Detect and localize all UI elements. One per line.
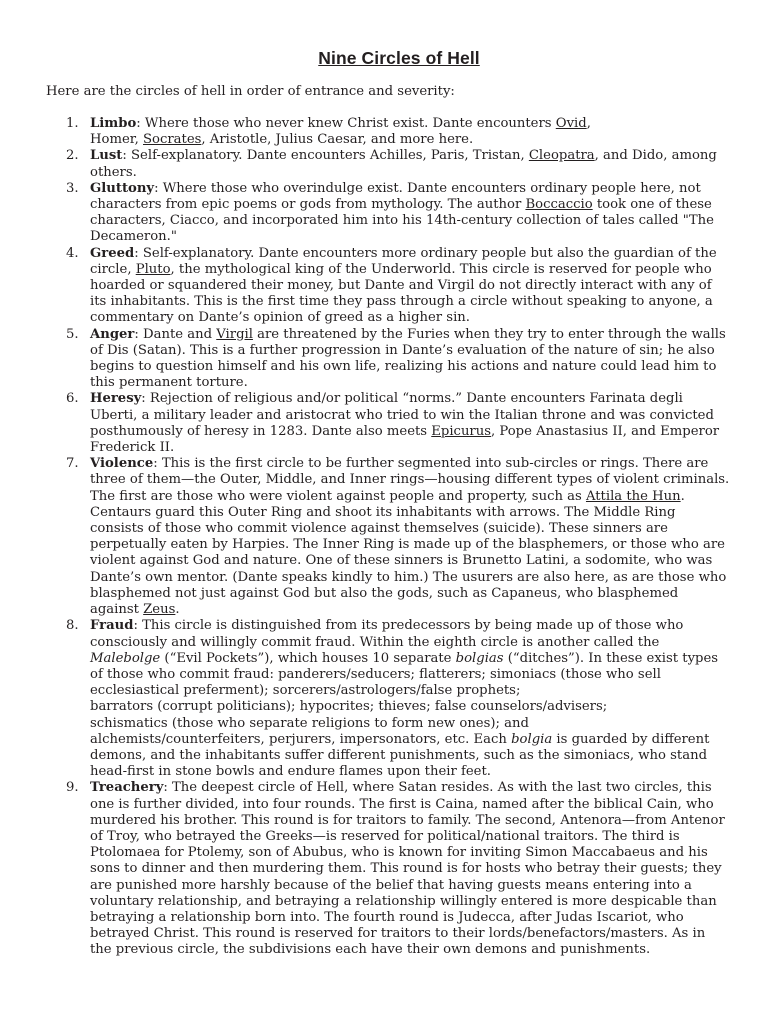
circle-description: , <box>586 116 591 131</box>
circles-list <box>66 116 730 959</box>
circle-description: , the mythological king of the Underworld. This circle is reserved for people who hoarded or squandered their money, but Dante and Virgil do not directly interact with any of its inhabitants. This is the first time they pass through a circle without speaking to anyone, a commentary on Dante’s opinion of greed as a higher sin. <box>90 261 713 326</box>
circle-description: . Centaurs guard this Outer Ring and shoot its inhabitants with arrows. The Middle Ring consists of those who commit violence against themselves (suicide). These sinners are perpetually eaten by Harpies. The Inner Ring is made up of the blasphemers, or those who are violent against God and nature. One of these sinners is Brunetto Latini, a sodomite, who was Dante’s own mentor. (Dante speaks kindly to him.) The usurers are also here, as are those who blasphemed not just against God but also the gods, such as Capaneus, who blasphemed against <box>90 488 727 618</box>
circle-description: (“ditches”). In these exist types of those who commit fraud: panderers/seducers; flatterers; simoniacs (those who sell ecclesiastical preferment); sorcerers/astrologers/false prophets; <box>90 650 719 699</box>
circle-number: 9. <box>66 780 79 796</box>
circle-number: 7. <box>66 456 79 472</box>
reference-link[interactable]: Attila the Hun <box>585 488 681 504</box>
page-title: Nine Circles of Hell <box>318 48 480 68</box>
circle-description: (“Evil Pockets”), which houses 10 separate <box>160 650 456 666</box>
circle-description: alchemists/counterfeiters, perjurers, impersonators, etc. Each <box>90 731 512 747</box>
circle-item <box>66 116 730 148</box>
circle-description: : Rejection of religious and/or political “norms.” Dante encounters Farinata degli Uberti, a military leader and aristocrat who tried to win the Italian throne and was convicted posthumously of heresy in 1283. Dante also meets <box>90 391 714 439</box>
circle-item <box>66 391 730 456</box>
italic-term: bolgia <box>511 731 553 747</box>
circle-name: Limbo <box>90 116 137 131</box>
circle-description: : Dante and <box>134 326 217 342</box>
circle-item <box>66 456 730 618</box>
reference-link[interactable]: Socrates <box>143 132 202 148</box>
circle-item <box>66 148 730 180</box>
circle-name: Anger <box>90 326 135 342</box>
circle-item <box>66 181 730 246</box>
circle-number: 6. <box>66 391 79 407</box>
circle-name: Heresy <box>90 391 142 407</box>
circle-description: : This circle is distinguished from its predecessors by being made up of those who consciously and willingly commit fraud. Within the eighth circle is another called the <box>90 618 684 650</box>
circle-item <box>66 780 730 958</box>
circle-item <box>66 327 730 392</box>
circle-description: Homer, <box>90 132 143 148</box>
italic-term: bolgias <box>455 650 504 666</box>
reference-link[interactable]: Cleopatra <box>528 148 595 164</box>
reference-link[interactable]: Epicurus <box>431 423 491 439</box>
circle-description: barrators (corrupt politicians); hypocrites; thieves; false counselors/advisers; <box>90 699 608 715</box>
reference-link[interactable]: Zeus <box>143 602 176 618</box>
intro-text: Here are the circles of hell in order of entrance and severity: <box>46 84 455 99</box>
reference-link[interactable]: Virgil <box>216 326 253 342</box>
circle-number: 8. <box>66 618 79 634</box>
circle-description: took one of these characters, Ciacco, and incorporated him into his 14th-century collection of tales called "The Decameron." <box>90 197 714 245</box>
circle-name: Fraud <box>90 618 134 634</box>
circle-item <box>66 618 730 780</box>
circle-number: 2. <box>66 148 79 164</box>
circle-name: Treachery <box>90 780 164 796</box>
circle-name: Lust <box>90 148 123 164</box>
reference-link[interactable]: Boccaccio <box>525 197 593 213</box>
circle-description: : Self-explanatory. Dante encounters more ordinary people but also the guardian of the circle, <box>90 245 717 277</box>
circle-number: 1. <box>66 116 79 131</box>
circle-description: : Where those who overindulge exist. Dante encounters ordinary people here, not characters from epic poems or gods from mythology. The author <box>90 180 701 213</box>
reference-link[interactable]: Pluto <box>135 261 171 277</box>
circle-description: is guarded by different demons, and the inhabitants suffer different punishments, such as the simoniacs, who stand head-first in stone bowls and endure flames upon their feet. <box>90 731 710 780</box>
circle-description: : The deepest circle of Hell, where Satan resides. As with the last two circles, this one is further divided, into four rounds. The first is Caina, named after the biblical Cain, who murdered his brother. This round is for traitors to family. The second, Antenora—from Antenor of Troy, who betrayed the Greeks—is reserved for political/national traitors. The third is Ptolomaea for Ptolemy, son of Abubus, who is known for inviting Simon Maccabaeus and his sons to dinner and then murdering them. This round is for hosts who betray their guests; they are punished more harshly because of the belief that having guests means entering into a voluntary relationship, and betraying a relationship willingly entered is more despicable than betraying a relationship born into. The fourth round is Judecca, after Judas Iscariot, who betrayed Christ. This round is reserved for traitors to their lords/benefactors/masters. As in the previous circle, the subdivisions each have their own demons and punishments. <box>90 780 725 958</box>
circle-description: , and Dido, among others. <box>90 148 717 180</box>
circle-name: Gluttony <box>90 180 155 196</box>
circle-description: , Aristotle, Julius Caesar, and more here. <box>201 132 474 148</box>
circle-description: , Pope Anastasius II, and Emperor Frederick II. <box>90 423 720 456</box>
circle-name: Greed <box>90 245 135 261</box>
circle-number: 4. <box>66 245 79 261</box>
circle-number: 5. <box>66 326 79 342</box>
reference-link[interactable]: Ovid <box>555 116 587 131</box>
circle-description: : Self-explanatory. Dante encounters Achilles, Paris, Tristan, <box>122 148 529 164</box>
circle-description: : This is the first circle to be further segmented into sub-circles or rings. There are three of them—the Outer, Middle, and Inner rings—housing different types of violent criminals. The first are those who were violent against people and property, such as <box>90 456 730 504</box>
circle-description: . <box>175 602 180 618</box>
circle-description: : Where those who never knew Christ exist. Dante encounters <box>136 116 556 131</box>
circle-item <box>66 246 730 327</box>
circle-name: Violence <box>90 456 154 472</box>
italic-term: Malebolge <box>90 650 161 666</box>
circle-number: 3. <box>66 180 79 196</box>
circle-description: schismatics (those who separate religions to form new ones); and <box>90 715 529 731</box>
circle-description: are threatened by the Furies when they try to enter through the walls of Dis (Satan). This is a further progression in Dante’s evaluation of the nature of sin; he also begins to question himself and his own life, realizing his actions and nature could lead him to this permanent torture. <box>90 326 726 391</box>
